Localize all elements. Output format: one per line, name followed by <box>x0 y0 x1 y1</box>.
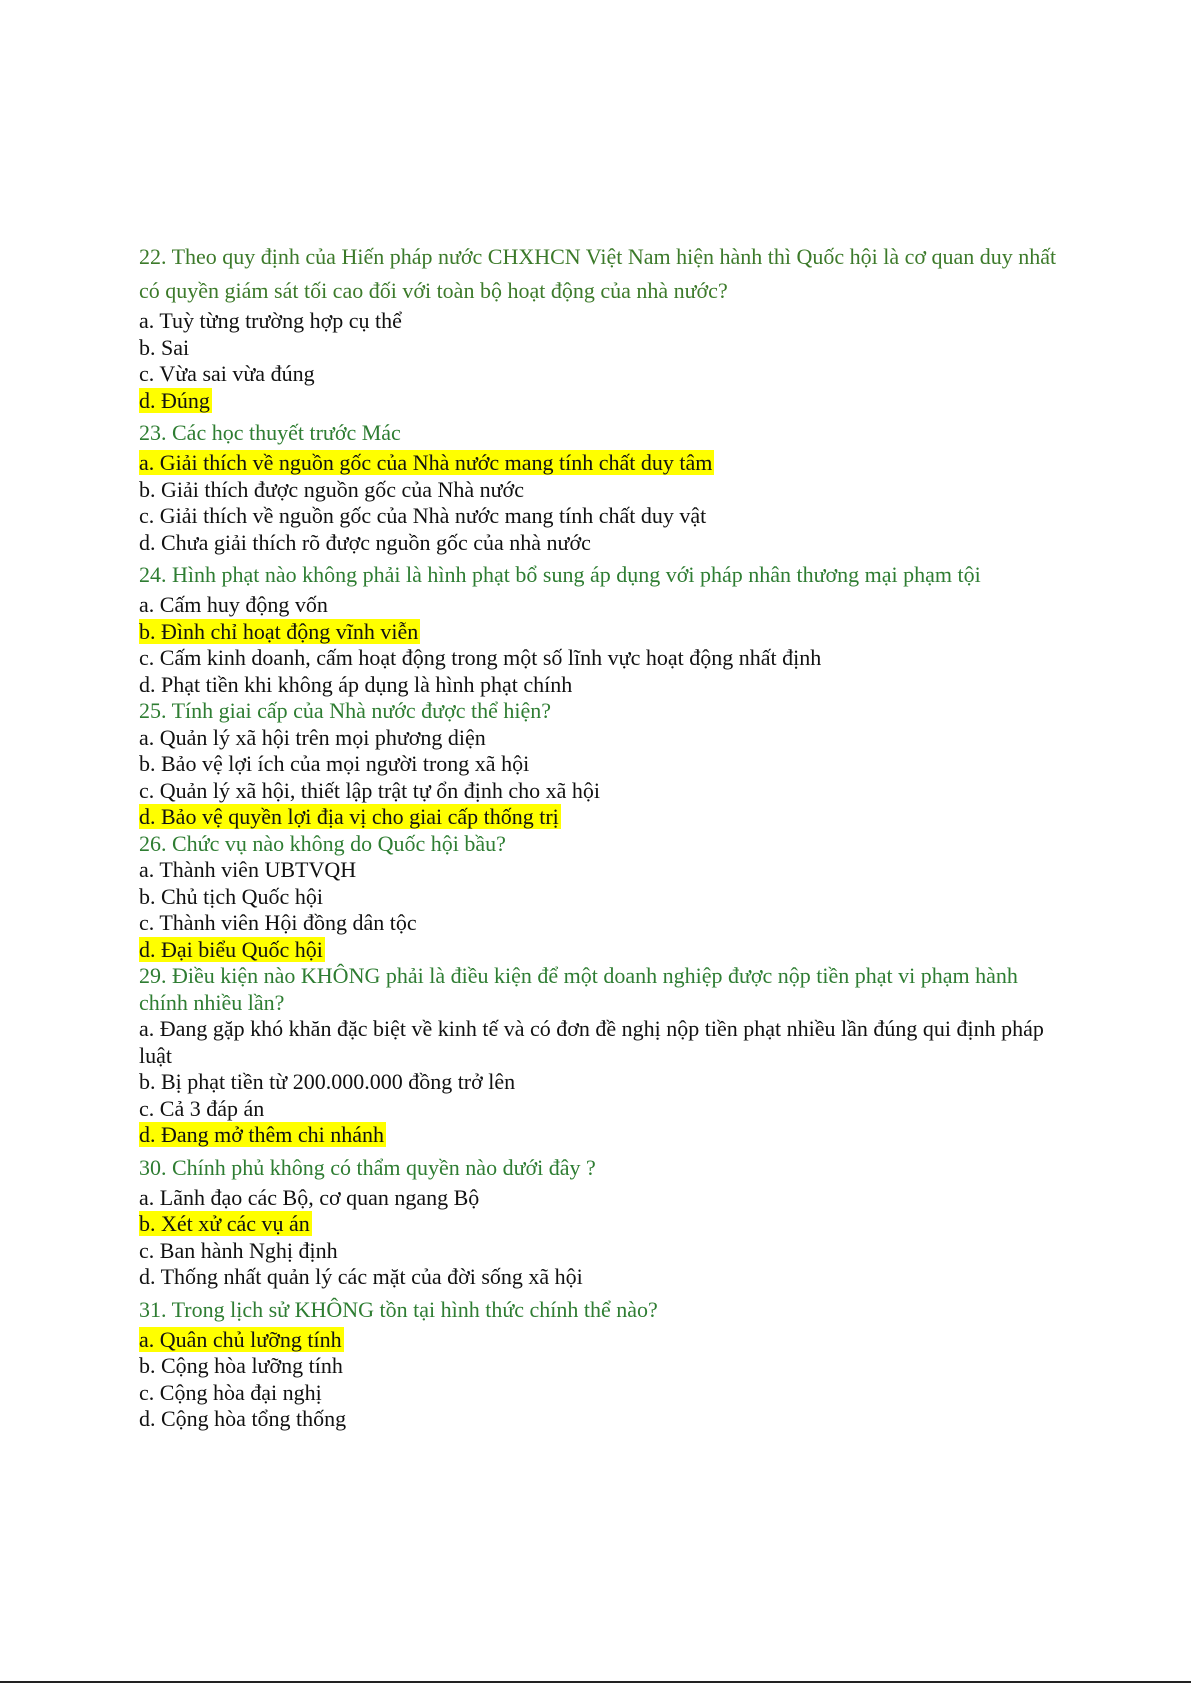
answer-option: c. Quản lý xã hội, thiết lập trật tự ổn định cho xã hội <box>139 777 600 803</box>
question-text: 23. Các học thuyết trước Mác <box>139 420 401 445</box>
answer-option: c. Ban hành Nghị định <box>139 1237 338 1263</box>
answer-option: b. Bảo vệ lợi ích của mọi người trong xã hội <box>139 751 530 776</box>
question-block-25 <box>139 698 1059 831</box>
question-block-24 <box>139 558 1059 698</box>
answer-option-correct: a. Quân chủ lưỡng tính <box>139 1326 342 1352</box>
answer-list <box>139 450 1059 556</box>
answer-option-correct: d. Bảo vệ quyền lợi địa vị cho giai cấp thống trị <box>139 804 559 829</box>
answer-list <box>139 1327 1059 1433</box>
answer-option: c. Thành viên Hội đồng dân tộc <box>139 910 417 935</box>
answer-option: c. Cấm kinh doanh, cấm hoạt động trong một số lĩnh vực hoạt động nhất định <box>139 645 822 670</box>
answer-option: d. Chưa giải thích rõ được nguồn gốc của nhà nước <box>139 529 591 555</box>
page-bottom-divider <box>0 1681 1191 1683</box>
answer-option-correct: d. Đang mở thêm chi nhánh <box>139 1122 385 1147</box>
answer-list <box>139 1016 1059 1149</box>
question-text: 30. Chính phủ không có thẩm quyền nào dưới đây ? <box>139 1154 596 1180</box>
answer-list <box>139 592 1059 698</box>
question-text: 25. Tính giai cấp của Nhà nước được thể hiện? <box>139 698 552 723</box>
answer-list <box>139 308 1059 414</box>
answer-option: d. Thống nhất quản lý các mặt của đời sống xã hội <box>139 1264 583 1289</box>
question-text: 24. Hình phạt nào không phải là hình phạt bổ sung áp dụng với pháp nhân thương mại phạm tội <box>139 562 981 587</box>
answer-list <box>139 1185 1059 1291</box>
question-text: 29. Điều kiện nào KHÔNG phải là điều kiện để một doanh nghiệp được nộp tiền phạt vi phạm hành chính nhiều lần? <box>139 963 1018 1015</box>
answer-option: a. Cấm huy động vốn <box>139 592 328 617</box>
document-page <box>139 240 1059 1433</box>
answer-option: a. Thành viên UBTVQH <box>139 857 357 882</box>
question-block-26 <box>139 831 1059 964</box>
answer-option: c. Cộng hòa đại nghị <box>139 1379 322 1405</box>
answer-option: d. Phạt tiền khi không áp dụng là hình phạt chính <box>139 671 573 697</box>
answer-option: a. Đang gặp khó khăn đặc biệt về kinh tế và có đơn đề nghị nộp tiền phạt nhiều lần đúng qui định pháp luật <box>139 1016 1044 1068</box>
answer-option: a. Quản lý xã hội trên mọi phương diện <box>139 724 486 750</box>
answer-option-correct: d. Đại biểu Quốc hội <box>139 936 323 962</box>
question-text: 31. Trong lịch sử KHÔNG tồn tại hình thức chính thể nào? <box>139 1296 658 1322</box>
answer-option: a. Lãnh đạo các Bộ, cơ quan ngang Bộ <box>139 1184 480 1210</box>
answer-option: a. Tuỳ từng trường hợp cụ thể <box>139 308 402 333</box>
answer-option: b. Bị phạt tiền từ 200.000.000 đồng trở lên <box>139 1069 516 1094</box>
question-text: 26. Chức vụ nào không do Quốc hội bầu? <box>139 830 506 856</box>
answer-option-correct: b. Đình chỉ hoạt động vĩnh viễn <box>139 618 419 644</box>
answer-option-correct: a. Giải thích về nguồn gốc của Nhà nước mang tính chất duy tâm <box>139 450 713 475</box>
question-block-31 <box>139 1293 1059 1433</box>
answer-option: b. Chủ tịch Quốc hội <box>139 883 323 909</box>
answer-option: b. Cộng hòa lưỡng tính <box>139 1353 343 1378</box>
answer-option-correct: b. Xét xử các vụ án <box>139 1211 310 1236</box>
answer-option: c. Vừa sai vừa đúng <box>139 361 315 386</box>
answer-list <box>139 725 1059 831</box>
question-block-23 <box>139 416 1059 556</box>
answer-option: d. Cộng hòa tổng thống <box>139 1406 347 1431</box>
answer-option: b. Sai <box>139 334 190 360</box>
question-block-22 <box>139 240 1059 414</box>
answer-option: c. Cả 3 đáp án <box>139 1095 265 1121</box>
answer-list <box>139 857 1059 963</box>
question-text: 22. Theo quy định của Hiến pháp nước CHXHCN Việt Nam hiện hành thì Quốc hội là cơ quan duy nhất có quyền giám sát tối cao đối với toàn bộ hoạt động của nhà nước? <box>139 244 1057 303</box>
answer-option: b. Giải thích được nguồn gốc của Nhà nước <box>139 476 524 502</box>
question-block-29 <box>139 963 1059 1149</box>
question-block-30 <box>139 1151 1059 1291</box>
answer-option-correct: d. Đúng <box>139 387 210 413</box>
answer-option: c. Giải thích về nguồn gốc của Nhà nước mang tính chất duy vật <box>139 503 707 528</box>
